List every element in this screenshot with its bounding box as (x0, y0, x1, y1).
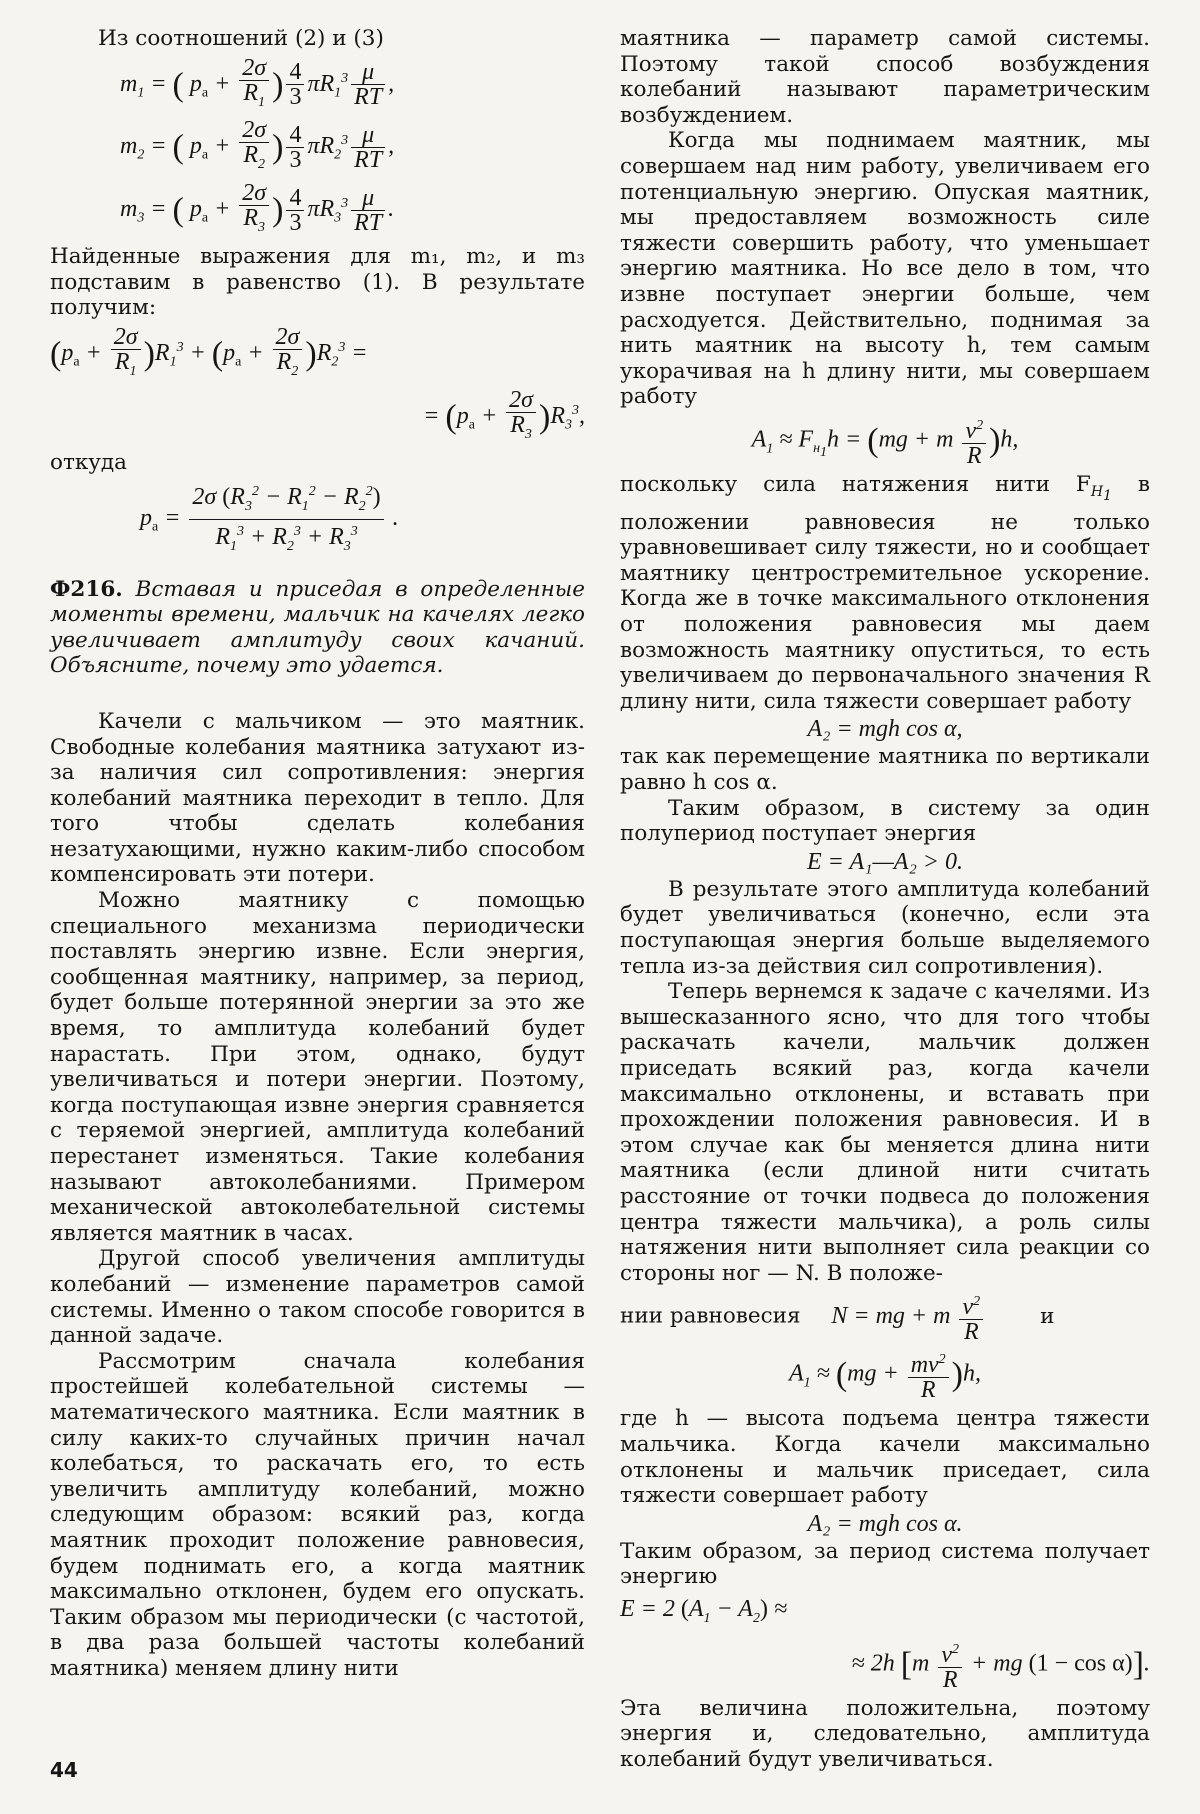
text-fragment: поскольку сила натяжения нити F (620, 472, 1091, 498)
paragraph: Таким образом, за период система получает энергию (620, 1538, 1150, 1590)
paragraph: откуда (50, 450, 127, 476)
paragraph: Таким образом, в систему за один полупериод поступает энергия (620, 795, 1150, 847)
equation-A1: $A_1 \approx F_{н_1}h = (mg + m$ $\frac{v^2}{R}$ )h, (620, 414, 1150, 468)
text-fragment: нии равновесия (620, 1303, 801, 1329)
left-column (50, 26, 585, 1681)
paragraph: Из соотношений (2) и (3) (98, 26, 384, 51)
text-fragment: и (1040, 1303, 1055, 1329)
equation-sum-line1: ($p_a$ + $\frac{2\sigma}{R_1}$ )$R_1^3 + (p_a$ + $\frac{2\sigma}{R_2}$ )$R_2^3$ = (50, 323, 368, 379)
equation-E-line2: ≈ 2h [m $\frac{v^2}{R}$ + mg (1 − cos α)]. (620, 1638, 1150, 1692)
equation-m3: $m_3$ = ( $p_a$ + $\frac{2\sigma}{R_3}$ ) $\frac{4}{3}$ $\pi R_3^3$ $\frac{\mu}{RT}$ . (120, 180, 395, 237)
paragraph: Эта величина положительна, поэтому энергия и, следовательно, амплитуда колебаний будут увеличиваться. (620, 1695, 1150, 1772)
equation-pa: $p_a$ = $\frac{2\sigma (R_3^2 - R_1^2 - R_2^2)}{R_1^3 + R_2^3 + R_3^3}$ . (140, 480, 585, 559)
paragraph: В результате этого амплитуда колебаний будет увеличиваться (конечно, если эта поступающая энергия больше выделяемого тепла из-за действия сил сопротивления). (620, 876, 1150, 979)
text-fragment: в положении равновесия не только уравновешивает силу тяжести, но и сообщает маятнику центростремительное ускорение. Когда же в точке максимального отклонения от положения равновесия мы даем возможность маятнику опуститься, то есть увеличиваем до первоначального значения R длину нити, сила тяжести совершает работу (620, 472, 1150, 714)
paragraph: маятника — параметр самой системы. Поэтому такой способ возбуждения колебаний называют параметрическим возбуждением. (620, 26, 1150, 128)
paragraph: где h — высота подъема центра тяжести мальчика. Когда качели максимально отклонены и мальчик приседает, сила тяжести совершает работу (620, 1406, 1150, 1509)
equation-A1-boy: $A_1 \approx (mg$ + $\frac{mv^2}{R}$ )h, (620, 1348, 1150, 1402)
paragraph: так как перемещение маятника по вертикали равно h cos α. (620, 744, 1150, 796)
equation-sum-line2: = ($p_a$ + $\frac{2\sigma}{R_3}$ )$R_3^3$, (423, 386, 585, 442)
page-number: 44 (50, 1758, 78, 1782)
paragraph: Рассмотрим сначала колебания простейшей колебательной системы — математического маятника. Если маятник в силу каких-то случайных причин начал колебаться, то раскачать его, то есть увеличить амплитуду колебаний, можно следующим образом: всякий раз, когда маятник проходит положение равновесия, будем поднимать его, а когда маятник максимально отклонен, будем его опускать. Таким образом мы периодически (с частотой, в два раза большей частоты колебаний маятника) меняем длину нити (50, 1348, 585, 1681)
paragraph: поскольку сила натяжения нити $F_{H_1}$ в положении равновесия не только уравновешивает силу тяжести, но и сообщает маятнику центростремительное ускорение. Когда же в точке максимального отклонения от положения равновесия мы даем возможность маятнику опуститься, то есть увеличиваем до первоначального значения R длину нити, сила тяжести совершает работу (620, 472, 1150, 714)
right-column (620, 26, 1150, 1772)
paragraph: Найденные выражения для m₁, m₂, и m₃ подставим в равенство (1). В результате получим: (50, 243, 585, 321)
equation-E-line1: E = 2 $(A_1 - A_2)$ ≈ (620, 1595, 788, 1626)
task-text: Вставая и приседая в определенные моменты времени, мальчик на качелях легко увеличивает амплитуду своих качаний. Объясните, почему это удается. (50, 576, 585, 679)
task-statement (50, 577, 585, 679)
task-number: Ф216. (50, 576, 123, 602)
paragraph: Когда мы поднимаем маятник, мы совершаем над ним работу, увеличиваем его потенциальную энергию. Опуская маятник, мы предоставляем возможность силе тяжести совершить работу, что уменьшает энергию маятника. Но все дело в том, что извне поступает энергии больше, чем расходуется. Действительно, поднимая за нить маятник на высоту h, тем самым укорачивая на h длину нити, мы совершаем работу (620, 128, 1150, 410)
equation-A2-boy: A₂ = mgh cos α. (807, 1510, 963, 1537)
equation-m1: $m_1$ = ( $p_a$ + $\frac{2\sigma}{R_1}$ ) $\frac{4}{3}$ $\pi R_1^3$ $\frac{\mu}{RT}$ , (120, 54, 395, 111)
paragraph: Можно маятнику с помощью специального механизма периодически поставлять энергию извне. Если энергия, сообщенная маятнику, например, за период, будет больше потерянной энергии за это же время, то амплитуда колебаний будет нарастать. При этом, однако, будут увеличиваться и потери энергии. Поэтому, когда поступающая извне энергия сравняется с теряемой энергией, амплитуда колебаний перестанет изменяться. Такие колебания называют автоколебаниями. Примером механической автоколебательной системы является маятник в часах. (50, 888, 585, 1246)
paragraph: Теперь вернемся к задаче с качелями. Из вышесказанного ясно, что для того чтобы раскачать качели, мальчик должен приседать всякий раз, когда качели максимально отклонены, и вставать при прохождении положения равновесия. И в этом случае как бы меняется длина нити маятника (если длиной нити считать расстояние от точки подвеса до положения центра тяжести мальчика), а роль силы натяжения нити выполняет сила реакции со стороны ног — N. В положе- (620, 979, 1150, 1286)
paragraph: Качели с мальчиком — это маятник. Свободные колебания маятника затухают из-за наличия сил сопротивления: энергия колебаний маятника переходит в тепло. Для того чтобы сделать колебания незатухающими, нужно каким-либо способом компенсировать эти потери. (50, 708, 585, 888)
equation-A2: A₂ = mgh cos α, (807, 716, 963, 743)
equation-N-line: нии равновесия N = mg + m $\frac{v^2}{R}$ и (620, 1290, 1150, 1344)
equation-m2: $m_2$ = ( $p_a$ + $\frac{2\sigma}{R_2}$ ) $\frac{4}{3}$ $\pi R_2^3$ $\frac{\mu}{RT}$ , (120, 117, 395, 174)
equation-E: E = A₁—A₂ > 0. (807, 848, 963, 875)
paragraph: Другой способ увеличения амплитуды колебаний — изменение параметров самой системы. Именно о таком способе говорится в данной задаче. (50, 1246, 585, 1349)
